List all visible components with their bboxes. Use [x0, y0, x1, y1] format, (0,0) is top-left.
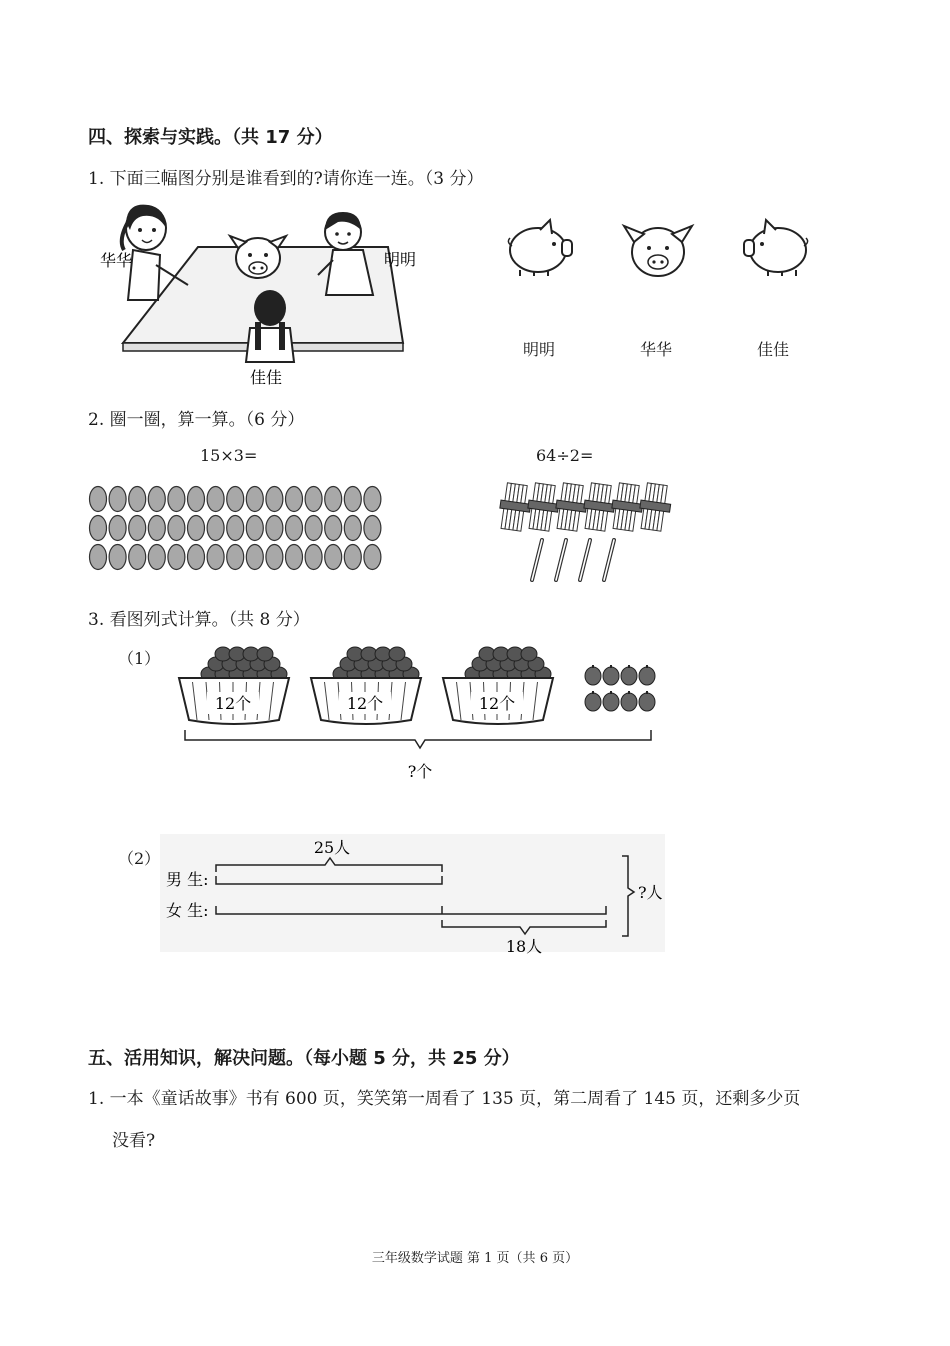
- egg: [364, 545, 381, 570]
- egg: [325, 487, 342, 512]
- basket-count-label: 12个: [214, 694, 252, 713]
- pig-front-icon: [624, 226, 692, 276]
- girls-label: 女 生:: [166, 901, 209, 920]
- expression-multiply: 15×3=: [200, 446, 258, 465]
- egg: [305, 545, 322, 570]
- egg: [325, 516, 342, 541]
- stick-bundle-icon: [637, 482, 672, 532]
- loose-pumpkin-icon: [585, 667, 601, 685]
- egg: [188, 545, 205, 570]
- egg: [344, 545, 361, 570]
- egg: [344, 487, 361, 512]
- egg: [188, 516, 205, 541]
- view-name-jiajia: 佳佳: [757, 340, 790, 359]
- question-2-text: 2. 圈一圈，算一算。（6 分）: [88, 410, 305, 430]
- loose-pumpkin-icon: [603, 693, 619, 711]
- pumpkin-basket: [179, 647, 289, 724]
- question-1-text: 1. 下面三幅图分别是谁看到的?请你连一连。（3 分）: [88, 169, 484, 189]
- pig-side-right-icon: [508, 220, 572, 276]
- loose-pumpkin-icon: [585, 693, 601, 711]
- total-brace: [185, 730, 651, 748]
- egg: [109, 516, 126, 541]
- egg: [364, 516, 381, 541]
- egg: [286, 516, 303, 541]
- page-footer: 三年级数学试题 第 1 页（共 6 页）: [371, 1251, 579, 1266]
- egg: [148, 487, 165, 512]
- loose-pumpkin-icon: [603, 667, 619, 685]
- egg: [227, 545, 244, 570]
- egg: [168, 487, 185, 512]
- egg: [305, 516, 322, 541]
- view-name-huahua: 华华: [640, 340, 673, 359]
- egg: [90, 487, 107, 512]
- egg: [246, 487, 263, 512]
- pig-side-left-icon: [744, 220, 808, 276]
- egg: [246, 516, 263, 541]
- baskets-figure: [175, 632, 665, 782]
- egg: [129, 545, 146, 570]
- egg: [286, 487, 303, 512]
- observation-scene-illustration: [88, 200, 448, 390]
- loose-pumpkin-icon: [621, 693, 637, 711]
- egg: [364, 487, 381, 512]
- egg: [129, 487, 146, 512]
- egg: [266, 545, 283, 570]
- egg: [207, 516, 224, 541]
- boys-value: 25人: [313, 838, 351, 857]
- basket-count-label: 12个: [346, 694, 384, 713]
- egg: [109, 487, 126, 512]
- pig-views: [500, 212, 830, 292]
- egg: [90, 516, 107, 541]
- egg: [305, 487, 322, 512]
- section5-question-1-line1: 1. 一本《童话故事》书有 600 页，笑笑第一周看了 135 页，第二周看了 145 页，还剩多少页: [88, 1089, 801, 1109]
- egg: [148, 516, 165, 541]
- section5-question-1-line2: 没看?: [112, 1131, 156, 1151]
- egg: [266, 516, 283, 541]
- total-question: ?个: [407, 762, 433, 781]
- boys-label: 男 生:: [166, 870, 209, 889]
- egg: [168, 516, 185, 541]
- egg: [207, 545, 224, 570]
- egg: [266, 487, 283, 512]
- basket-count-label: 12个: [478, 694, 516, 713]
- question-3-text: 3. 看图列式计算。（共 8 分）: [88, 610, 310, 630]
- egg: [246, 545, 263, 570]
- loose-pumpkin-icon: [639, 667, 655, 685]
- egg: [109, 545, 126, 570]
- section4-title: 四、探索与实践。（共 17 分）: [88, 127, 333, 148]
- egg: [207, 487, 224, 512]
- part-2-label: （2）: [118, 849, 161, 868]
- egg: [168, 545, 185, 570]
- scene-name-jiajia: 佳佳: [250, 368, 283, 387]
- scene-name-mingming: 明明: [384, 250, 417, 269]
- scene-name-huahua: 华华: [100, 251, 133, 270]
- egg: [148, 545, 165, 570]
- line-segment-diagram: [160, 834, 670, 956]
- stick-bundles: [492, 480, 672, 584]
- egg: [325, 545, 342, 570]
- pumpkin-basket: [443, 647, 553, 724]
- section5-title: 五、活用知识，解决问题。（每小题 5 分，共 25 分）: [88, 1048, 520, 1069]
- egg: [129, 516, 146, 541]
- loose-pumpkin-icon: [639, 693, 655, 711]
- expression-divide: 64÷2=: [536, 446, 594, 465]
- pumpkin-basket: [311, 647, 421, 724]
- egg: [227, 487, 244, 512]
- extra-value: 18人: [505, 937, 543, 956]
- part-1-label: （1）: [118, 649, 161, 668]
- egg-grid: [88, 484, 390, 574]
- total-people: ?人: [638, 883, 663, 902]
- egg: [90, 545, 107, 570]
- egg: [227, 516, 244, 541]
- egg: [344, 516, 361, 541]
- egg: [188, 487, 205, 512]
- egg: [286, 545, 303, 570]
- view-name-mingming: 明明: [523, 340, 556, 359]
- loose-pumpkin-icon: [621, 667, 637, 685]
